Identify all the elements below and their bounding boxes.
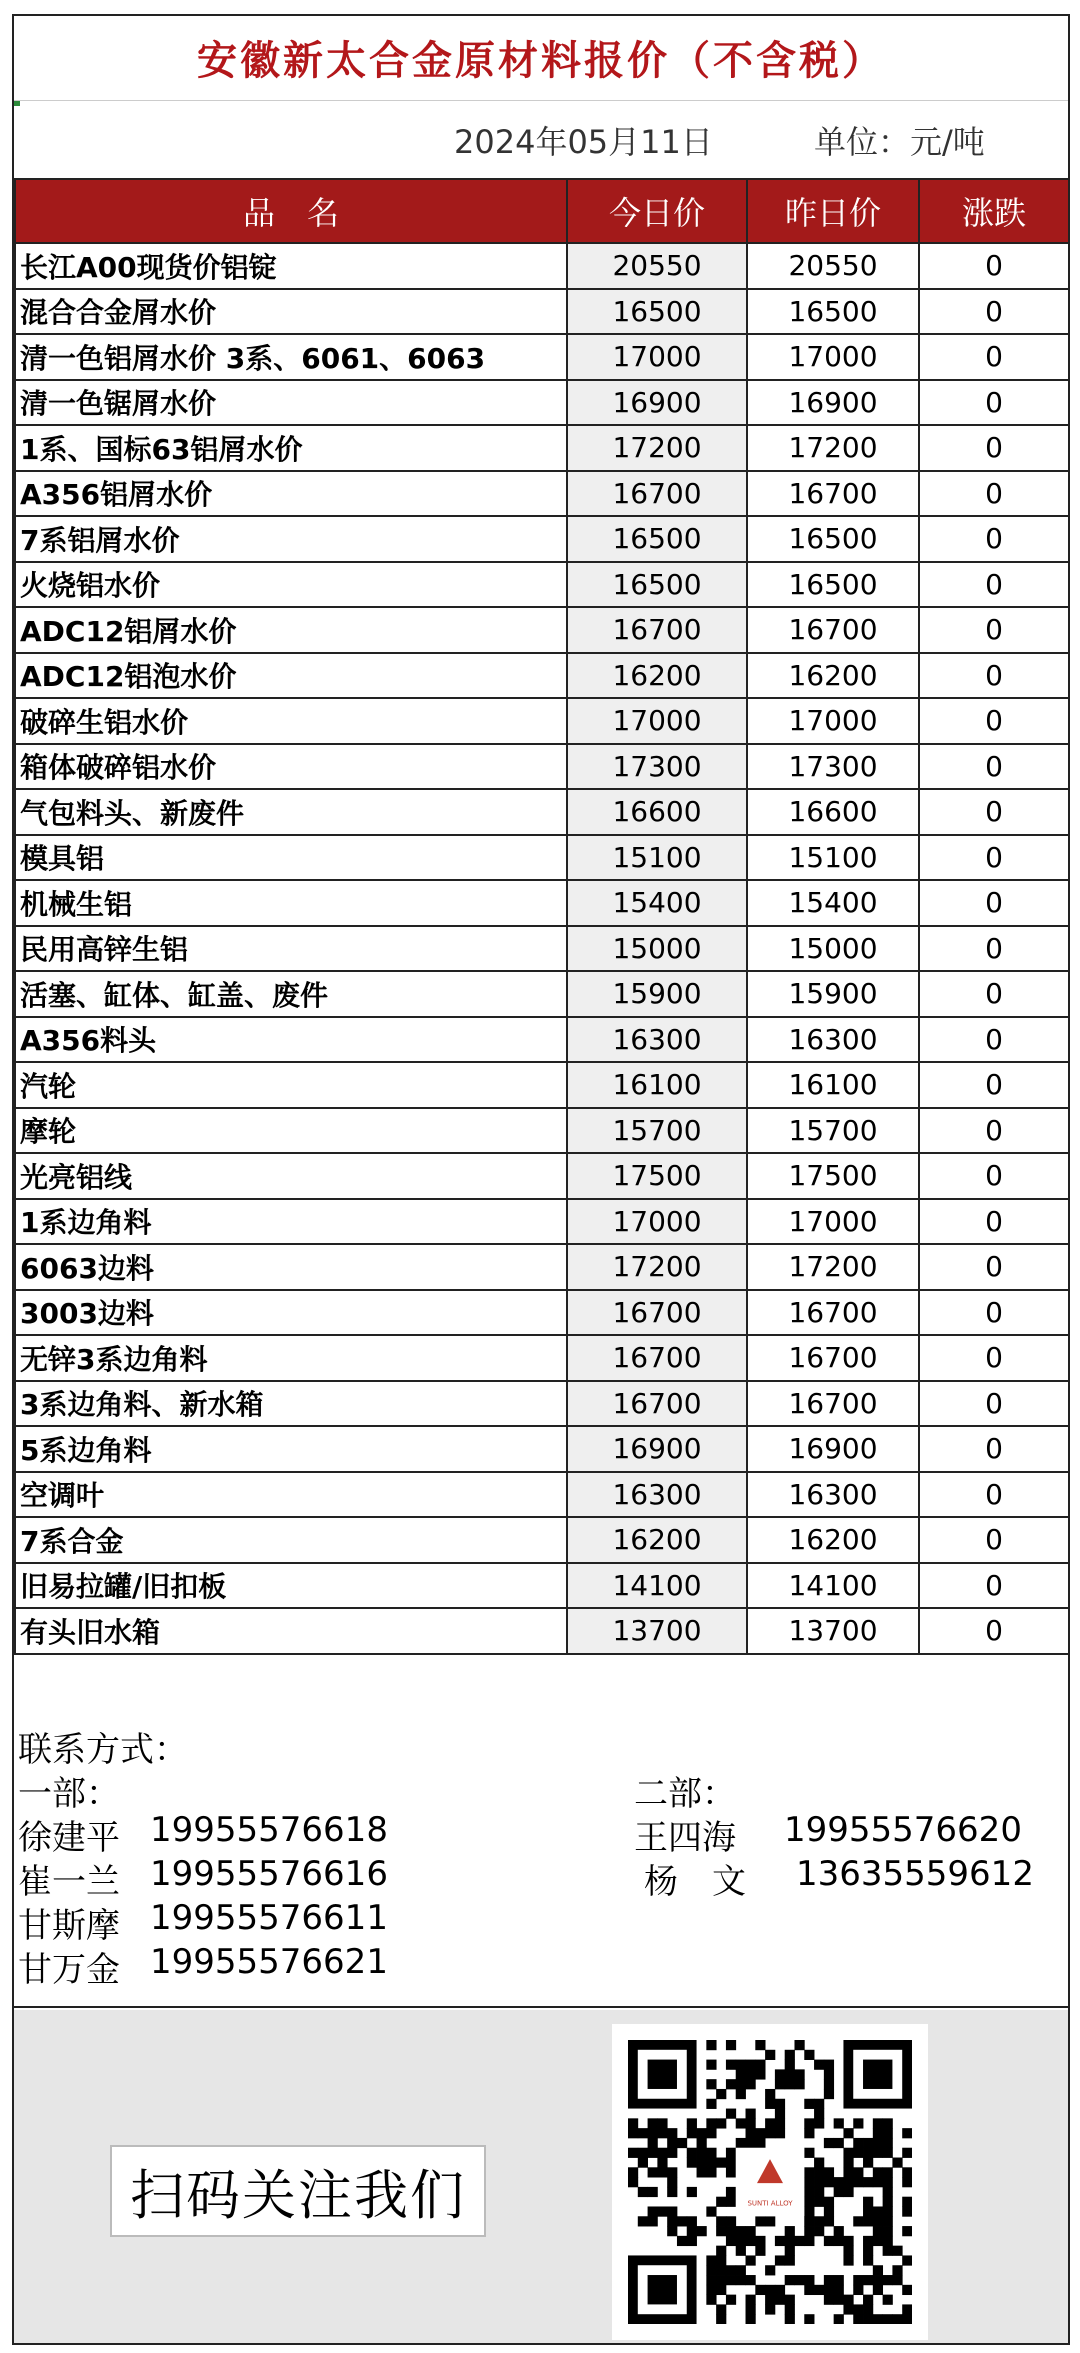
table-row — [15, 1517, 1069, 1563]
cell-name: A356铝屑水价 — [15, 471, 567, 517]
table-row — [15, 1563, 1069, 1609]
cell-today-price: 16700 — [567, 471, 747, 517]
table-row — [15, 1153, 1069, 1199]
cell-change: 0 — [919, 653, 1069, 699]
cell-yesterday-price: 17000 — [747, 334, 919, 380]
table-row — [15, 1472, 1069, 1518]
cell-today-price: 16700 — [567, 607, 747, 653]
table-row — [15, 425, 1069, 471]
cell-yesterday-price: 17500 — [747, 1153, 919, 1199]
cell-name: 无锌3系边角料 — [15, 1335, 567, 1381]
scan-follow-label: 扫码关注我们 — [110, 2145, 486, 2237]
cell-change: 0 — [919, 1426, 1069, 1472]
cell-yesterday-price: 16700 — [747, 607, 919, 653]
cell-change: 0 — [919, 562, 1069, 608]
cell-today-price: 16500 — [567, 562, 747, 608]
unit-label: 单位：元/吨 — [814, 123, 985, 161]
table-row — [15, 380, 1069, 426]
cell-today-price: 16700 — [567, 1335, 747, 1381]
cell-name: 1系、国标63铝屑水价 — [15, 425, 567, 471]
table-row — [15, 1381, 1069, 1427]
table-row — [15, 835, 1069, 881]
cell-today-price: 15000 — [567, 926, 747, 972]
cell-change: 0 — [919, 1563, 1069, 1609]
cell-name: 7系铝屑水价 — [15, 516, 567, 562]
cell-change: 0 — [919, 1517, 1069, 1563]
cell-today-price: 16300 — [567, 1017, 747, 1063]
cell-name: 活塞、缸体、缸盖、废件 — [15, 971, 567, 1017]
cell-name: 混合合金屑水价 — [15, 289, 567, 335]
qr-logo-text: SUNTI ALLOY — [747, 2199, 793, 2208]
price-sheet — [12, 14, 1070, 2345]
cell-name: 空调叶 — [15, 1472, 567, 1518]
cell-change: 0 — [919, 1472, 1069, 1518]
cell-change: 0 — [919, 380, 1069, 426]
cell-yesterday-price: 16500 — [747, 289, 919, 335]
dept1-label: 一部： — [18, 1774, 120, 1814]
contact-name: 甘斯摩 — [18, 1906, 120, 1946]
cell-change: 0 — [919, 1199, 1069, 1245]
cell-yesterday-price: 16700 — [747, 1335, 919, 1381]
cell-change: 0 — [919, 1017, 1069, 1063]
cell-change: 0 — [919, 243, 1069, 289]
table-row — [15, 880, 1069, 926]
contact-phone: 19955576621 — [150, 1942, 388, 1982]
cell-yesterday-price: 16700 — [747, 471, 919, 517]
table-row — [15, 698, 1069, 744]
cell-today-price: 17200 — [567, 1244, 747, 1290]
cell-yesterday-price: 16200 — [747, 1517, 919, 1563]
cell-name: 摩轮 — [15, 1108, 567, 1154]
cell-name: 长江A00现货价铝锭 — [15, 243, 567, 289]
cell-name: 清一色锯屑水价 — [15, 380, 567, 426]
cell-yesterday-price: 16300 — [747, 1472, 919, 1518]
cell-name: ADC12铝泡水价 — [15, 653, 567, 699]
table-row — [15, 334, 1069, 380]
cell-today-price: 16500 — [567, 289, 747, 335]
table-row — [15, 1199, 1069, 1245]
price-rows — [15, 243, 1069, 1654]
table-row — [15, 289, 1069, 335]
contact-name: 崔一兰 — [18, 1862, 120, 1902]
table-row — [15, 1108, 1069, 1154]
cell-name: 1系边角料 — [15, 1199, 567, 1245]
table-row — [15, 1244, 1069, 1290]
cell-name: 3003边料 — [15, 1290, 567, 1336]
cell-today-price: 17000 — [567, 334, 747, 380]
cell-yesterday-price: 16200 — [747, 653, 919, 699]
cell-today-price: 15100 — [567, 835, 747, 881]
header-today: 今日价 — [567, 179, 747, 243]
cell-change: 0 — [919, 1108, 1069, 1154]
cell-yesterday-price: 13700 — [747, 1608, 919, 1654]
table-row — [15, 1062, 1069, 1108]
cell-yesterday-price: 16700 — [747, 1381, 919, 1427]
cell-name: 旧易拉罐/旧扣板 — [15, 1563, 567, 1609]
cell-yesterday-price: 17300 — [747, 744, 919, 790]
table-row — [15, 243, 1069, 289]
cell-change: 0 — [919, 1062, 1069, 1108]
cell-change: 0 — [919, 516, 1069, 562]
cell-today-price: 16100 — [567, 1062, 747, 1108]
cell-today-price: 17500 — [567, 1153, 747, 1199]
cell-today-price: 17300 — [567, 744, 747, 790]
cell-today-price: 16600 — [567, 789, 747, 835]
cell-name: ADC12铝屑水价 — [15, 607, 567, 653]
cell-yesterday-price: 16900 — [747, 1426, 919, 1472]
cell-name: A356料头 — [15, 1017, 567, 1063]
cell-today-price: 13700 — [567, 1608, 747, 1654]
table-row — [15, 1608, 1069, 1654]
cell-name: 3系边角料、新水箱 — [15, 1381, 567, 1427]
cell-yesterday-price: 15900 — [747, 971, 919, 1017]
cell-today-price: 15400 — [567, 880, 747, 926]
cell-yesterday-price: 15700 — [747, 1108, 919, 1154]
cell-today-price: 16900 — [567, 1426, 747, 1472]
page-title: 安徽新太合金原材料报价（不含税） — [197, 37, 885, 84]
cell-yesterday-price: 16600 — [747, 789, 919, 835]
table-row — [15, 926, 1069, 972]
cell-today-price: 16200 — [567, 1517, 747, 1563]
cell-yesterday-price: 15400 — [747, 880, 919, 926]
footer-area — [14, 2010, 1068, 2343]
cell-yesterday-price: 16100 — [747, 1062, 919, 1108]
cell-yesterday-price: 15100 — [747, 835, 919, 881]
contact-name: 徐建平 — [18, 1818, 120, 1858]
contact-phone: 19955576620 — [784, 1810, 1022, 1850]
cell-name: 汽轮 — [15, 1062, 567, 1108]
table-row — [15, 471, 1069, 517]
cell-change: 0 — [919, 789, 1069, 835]
contact-section — [14, 1710, 1068, 2008]
cell-yesterday-price: 17000 — [747, 698, 919, 744]
cell-change: 0 — [919, 1608, 1069, 1654]
cell-yesterday-price: 17200 — [747, 425, 919, 471]
table-header-row — [15, 179, 1069, 243]
table-row — [15, 971, 1069, 1017]
table-row — [15, 744, 1069, 790]
cell-name: 火烧铝水价 — [15, 562, 567, 608]
table-row — [15, 516, 1069, 562]
table-row — [15, 1290, 1069, 1336]
contact-phone: 19955576611 — [150, 1898, 388, 1938]
table-row — [15, 607, 1069, 653]
cell-yesterday-price: 16700 — [747, 1290, 919, 1336]
cell-change: 0 — [919, 1381, 1069, 1427]
cell-today-price: 16700 — [567, 1290, 747, 1336]
cell-change: 0 — [919, 1335, 1069, 1381]
cell-change: 0 — [919, 334, 1069, 380]
cell-change: 0 — [919, 1244, 1069, 1290]
cell-change: 0 — [919, 835, 1069, 881]
qr-code-icon[interactable] — [628, 2040, 912, 2324]
dept2-label: 二部： — [634, 1774, 736, 1814]
cell-today-price: 16300 — [567, 1472, 747, 1518]
table-row — [15, 789, 1069, 835]
contact-label: 联系方式： — [18, 1730, 188, 1770]
header-change: 涨跌 — [919, 179, 1069, 243]
cell-today-price: 16500 — [567, 516, 747, 562]
cell-today-price: 17000 — [567, 1199, 747, 1245]
cell-today-price: 16700 — [567, 1381, 747, 1427]
cell-yesterday-price: 16900 — [747, 380, 919, 426]
cell-yesterday-price: 17000 — [747, 1199, 919, 1245]
cell-name: 民用高锌生铝 — [15, 926, 567, 972]
cell-today-price: 20550 — [567, 243, 747, 289]
cell-change: 0 — [919, 926, 1069, 972]
cell-today-price: 16900 — [567, 380, 747, 426]
cell-today-price: 15900 — [567, 971, 747, 1017]
cell-today-price: 17200 — [567, 425, 747, 471]
cell-yesterday-price: 16500 — [747, 516, 919, 562]
cell-name: 破碎生铝水价 — [15, 698, 567, 744]
cell-yesterday-price: 17200 — [747, 1244, 919, 1290]
cell-name: 模具铝 — [15, 835, 567, 881]
contact-name: 王四海 — [634, 1818, 736, 1858]
qr-code-card[interactable] — [612, 2024, 928, 2340]
contact-name: 杨 文 — [644, 1862, 746, 1902]
table-row — [15, 1335, 1069, 1381]
cell-today-price: 17000 — [567, 698, 747, 744]
cell-name: 有头旧水箱 — [15, 1608, 567, 1654]
cell-change: 0 — [919, 971, 1069, 1017]
contact-phone: 13635559612 — [796, 1854, 1034, 1894]
cell-yesterday-price: 14100 — [747, 1563, 919, 1609]
cell-today-price: 14100 — [567, 1563, 747, 1609]
cell-yesterday-price: 16500 — [747, 562, 919, 608]
header-name: 品 名 — [15, 179, 567, 243]
cell-change: 0 — [919, 1290, 1069, 1336]
contact-name: 甘万金 — [18, 1950, 120, 1990]
cell-today-price: 15700 — [567, 1108, 747, 1154]
cell-yesterday-price: 16300 — [747, 1017, 919, 1063]
table-row — [15, 653, 1069, 699]
cell-change: 0 — [919, 607, 1069, 653]
subheader — [14, 100, 1068, 179]
table-row — [15, 1426, 1069, 1472]
header-yesterday: 昨日价 — [747, 179, 919, 243]
cell-change: 0 — [919, 425, 1069, 471]
cell-name: 6063边料 — [15, 1244, 567, 1290]
cell-name: 清一色铝屑水价 3系、6061、6063 — [15, 334, 567, 380]
contact-phone: 19955576618 — [150, 1810, 388, 1850]
cell-today-price: 16200 — [567, 653, 747, 699]
cell-change: 0 — [919, 698, 1069, 744]
cell-name: 气包料头、新废件 — [15, 789, 567, 835]
cell-name: 箱体破碎铝水价 — [15, 744, 567, 790]
cell-change: 0 — [919, 744, 1069, 790]
cell-name: 机械生铝 — [15, 880, 567, 926]
cell-change: 0 — [919, 471, 1069, 517]
cell-change: 0 — [919, 880, 1069, 926]
cell-name: 5系边角料 — [15, 1426, 567, 1472]
cell-yesterday-price: 15000 — [747, 926, 919, 972]
cell-change: 0 — [919, 289, 1069, 335]
contact-phone: 19955576616 — [150, 1854, 388, 1894]
table-row — [15, 562, 1069, 608]
cell-name: 光亮铝线 — [15, 1153, 567, 1199]
price-table — [14, 178, 1070, 1655]
date-label: 2024年05月11日 — [454, 123, 713, 161]
cell-name: 7系合金 — [15, 1517, 567, 1563]
cell-change: 0 — [919, 1153, 1069, 1199]
cell-yesterday-price: 20550 — [747, 243, 919, 289]
table-row — [15, 1017, 1069, 1063]
